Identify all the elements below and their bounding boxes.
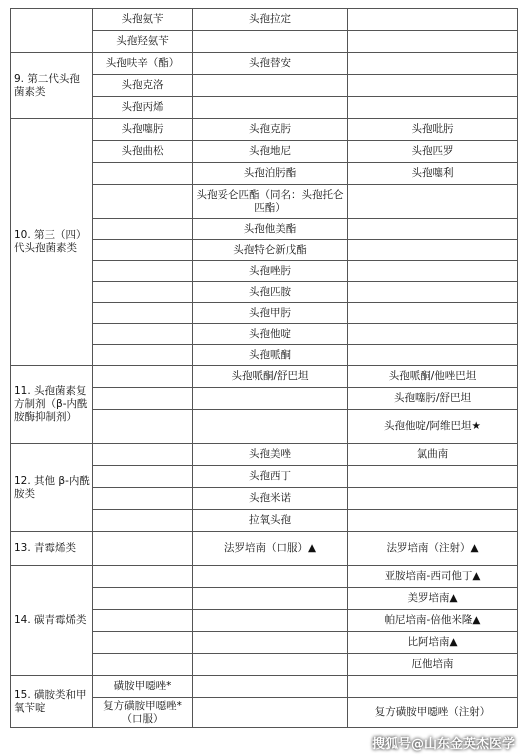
drug-cell: [348, 240, 518, 261]
drug-cell: [348, 676, 518, 698]
drug-cell: [348, 97, 518, 119]
drug-cell: 厄他培南: [348, 654, 518, 676]
drug-cell: 头孢匹罗: [348, 141, 518, 163]
drug-cell: 头孢氨苄: [93, 9, 193, 31]
drug-cell: [93, 163, 193, 185]
category-cell: 12. 其他 β-内酰胺类: [11, 444, 93, 532]
drug-cell: 头孢地尼: [193, 141, 348, 163]
drug-cell: [193, 632, 348, 654]
drug-cell: 头孢美唑: [193, 444, 348, 466]
drug-cell: [93, 345, 193, 366]
drug-cell: 头孢米诺: [193, 488, 348, 510]
category-cell: 14. 碳青霉烯类: [11, 566, 93, 676]
drug-cell: 头孢哌酮: [193, 345, 348, 366]
drug-cell: [93, 610, 193, 632]
drug-cell: [348, 53, 518, 75]
category-cell: 13. 青霉烯类: [11, 532, 93, 566]
drug-cell: 头孢匹胺: [193, 282, 348, 303]
drug-cell: 头孢哌酮/舒巴坦: [193, 366, 348, 388]
drug-cell: [193, 676, 348, 698]
drug-cell: [348, 75, 518, 97]
drug-cell: 头孢克洛: [93, 75, 193, 97]
drug-cell: [93, 324, 193, 345]
drug-cell: [193, 566, 348, 588]
drug-cell: [348, 9, 518, 31]
drug-cell: [93, 366, 193, 388]
drug-cell: [348, 345, 518, 366]
drug-cell: [348, 261, 518, 282]
drug-cell: 头孢哌酮/他唑巴坦: [348, 366, 518, 388]
drug-cell: [193, 97, 348, 119]
drug-cell: [193, 31, 348, 53]
table-row: [11, 532, 518, 566]
drug-cell: [93, 410, 193, 444]
drug-cell: 头孢特仑新戊酯: [193, 240, 348, 261]
table-row: [11, 9, 518, 31]
table-row: [11, 566, 518, 588]
drug-cell: [193, 388, 348, 410]
antibiotic-grading-table: [10, 8, 518, 728]
drug-cell: [348, 488, 518, 510]
drug-cell: 头孢曲松: [93, 141, 193, 163]
drug-cell: [348, 185, 518, 219]
drug-cell: 头孢噻肟: [93, 119, 193, 141]
drug-cell: [93, 261, 193, 282]
drug-cell: 头孢妥仑匹酯（同名：头孢托仑匹酯）: [193, 185, 348, 219]
drug-cell: [348, 466, 518, 488]
drug-cell: [93, 632, 193, 654]
table-row: [11, 53, 518, 75]
table-row: [11, 119, 518, 141]
drug-cell: [93, 588, 193, 610]
drug-cell: [93, 510, 193, 532]
drug-cell: [93, 532, 193, 566]
drug-cell: [93, 388, 193, 410]
table-row: [11, 366, 518, 388]
drug-cell: 头孢他啶: [193, 324, 348, 345]
drug-cell: [93, 654, 193, 676]
drug-cell: 头孢克肟: [193, 119, 348, 141]
drug-cell: 头孢噻肟/舒巴坦: [348, 388, 518, 410]
category-cell: 11. 头孢菌素复方制剂（β-内酰胺酶抑制剂）: [11, 366, 93, 444]
drug-cell: 头孢泊肟酯: [193, 163, 348, 185]
drug-cell: [193, 75, 348, 97]
drug-cell: [348, 324, 518, 345]
drug-cell: 头孢吡肟: [348, 119, 518, 141]
drug-cell: 美罗培南▲: [348, 588, 518, 610]
drug-cell: 拉氧头孢: [193, 510, 348, 532]
drug-cell: [193, 588, 348, 610]
drug-cell: 头孢丙烯: [93, 97, 193, 119]
drug-cell: 头孢拉定: [193, 9, 348, 31]
drug-cell: [93, 444, 193, 466]
drug-cell: [93, 303, 193, 324]
drug-cell: 头孢他美酯: [193, 219, 348, 240]
category-cell: 10. 第三（四）代头孢菌素类: [11, 119, 93, 366]
category-cell: [11, 9, 93, 53]
drug-cell: [93, 185, 193, 219]
drug-cell: [193, 410, 348, 444]
drug-cell: [93, 466, 193, 488]
drug-cell: 复方磺胺甲噁唑（注射）: [348, 698, 518, 728]
drug-cell: 磺胺甲噁唑*: [93, 676, 193, 698]
table-row: [11, 676, 518, 698]
drug-cell: 头孢替安: [193, 53, 348, 75]
drug-cell: 氯曲南: [348, 444, 518, 466]
drug-cell: [93, 240, 193, 261]
table-row: [11, 444, 518, 466]
drug-cell: [193, 698, 348, 728]
category-cell: 15. 磺胺类和甲氧苄啶: [11, 676, 93, 728]
drug-cell: 头孢西丁: [193, 466, 348, 488]
drug-cell: 亚胺培南-西司他丁▲: [348, 566, 518, 588]
drug-cell: [93, 219, 193, 240]
drug-cell: [93, 282, 193, 303]
drug-cell: 头孢唑肟: [193, 261, 348, 282]
drug-cell: 头孢噻利: [348, 163, 518, 185]
drug-cell: [348, 510, 518, 532]
drug-cell: [348, 219, 518, 240]
watermark: 搜狐号@山东金英杰医学: [371, 737, 515, 752]
drug-cell: 法罗培南（注射）▲: [348, 532, 518, 566]
drug-cell: 复方磺胺甲噁唑*（口服）: [93, 698, 193, 728]
drug-cell: 比阿培南▲: [348, 632, 518, 654]
drug-cell: [193, 654, 348, 676]
drug-cell: 法罗培南（口服）▲: [193, 532, 348, 566]
drug-cell: 头孢甲肟: [193, 303, 348, 324]
drug-cell: [93, 566, 193, 588]
drug-cell: [348, 282, 518, 303]
drug-cell: [193, 610, 348, 632]
drug-cell: [348, 31, 518, 53]
drug-cell: 头孢他啶/阿维巴坦★: [348, 410, 518, 444]
drug-cell: 帕尼培南-倍他米隆▲: [348, 610, 518, 632]
drug-cell: [348, 303, 518, 324]
drug-cell: 头孢羟氨苄: [93, 31, 193, 53]
category-cell: 9. 第二代头孢菌素类: [11, 53, 93, 119]
drug-cell: [93, 488, 193, 510]
drug-cell: 头孢呋辛（酯）: [93, 53, 193, 75]
